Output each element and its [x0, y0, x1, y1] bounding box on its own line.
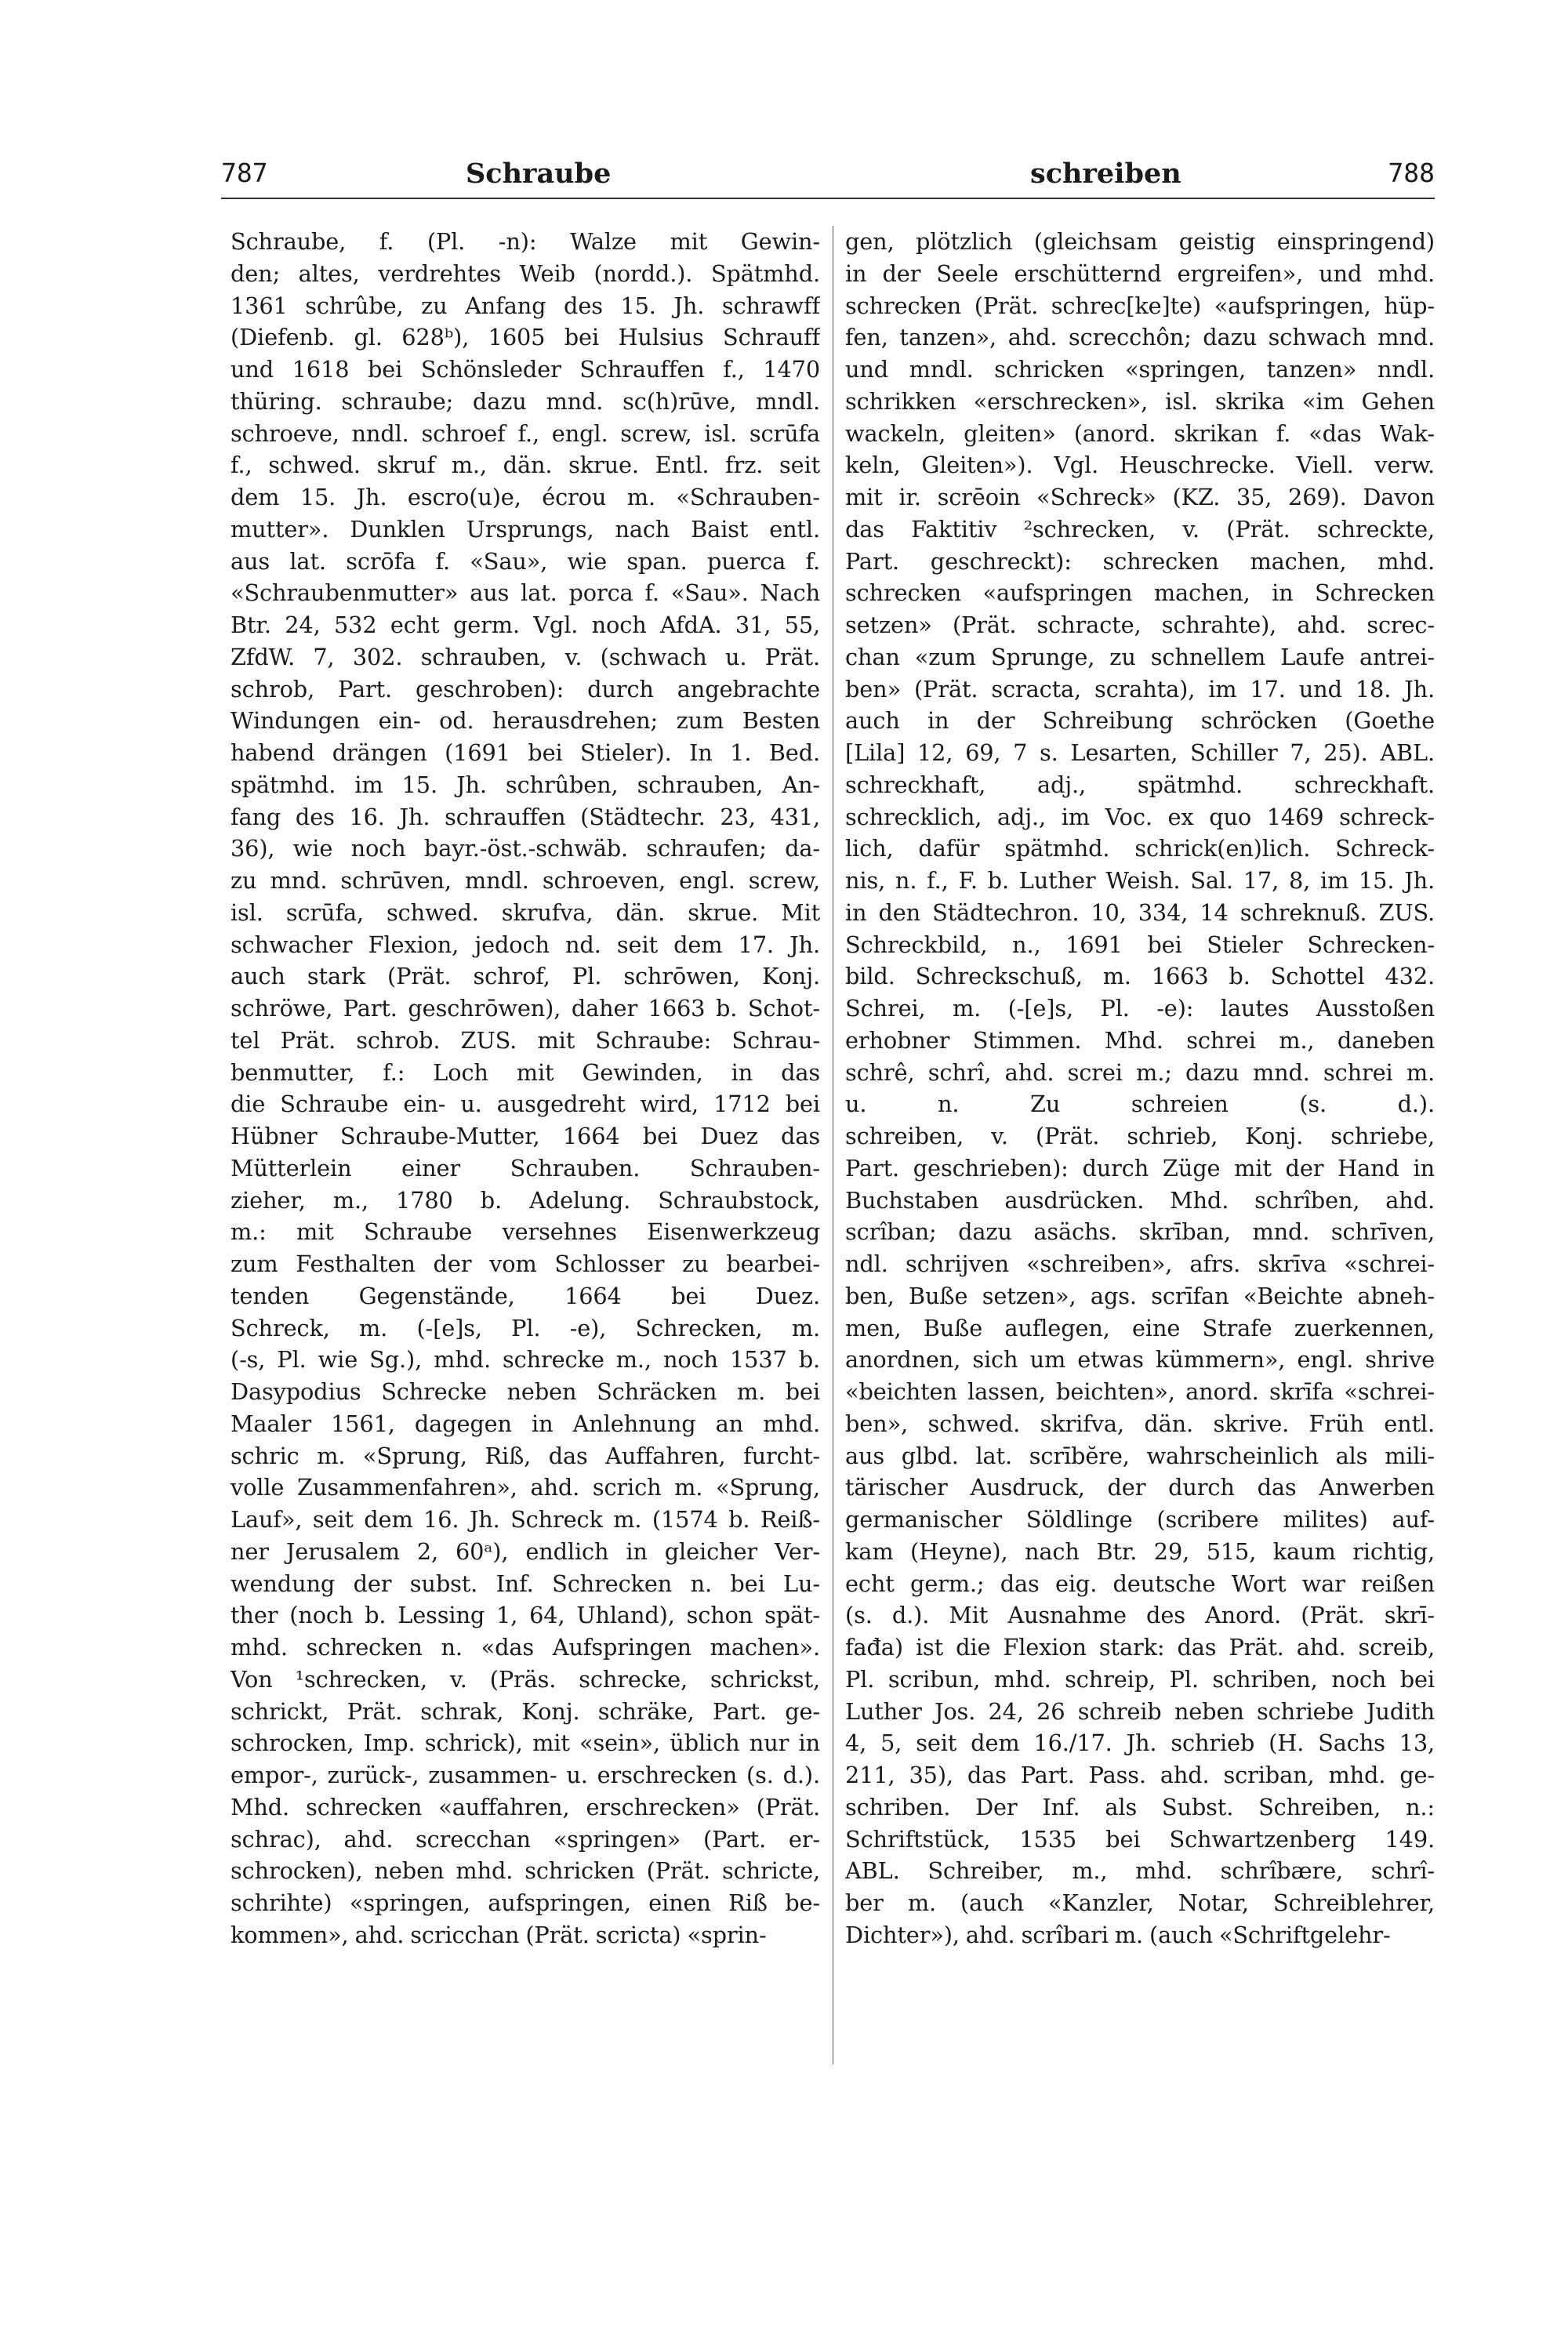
- text-line: schröwe, Part. geschrōwen), daher 1663 b. Schot-: [230, 995, 820, 1022]
- text-line: schrecken (Prät. schrec[ke]te) «aufspringen, hüp-: [845, 292, 1435, 319]
- text-line: «Schraubenmutter» aus lat. porca f. «Sau». Nach: [230, 579, 820, 607]
- text-line: auch stark (Prät. schrof, Pl. schrōwen, Konj.: [230, 963, 820, 990]
- text-line: Part. geschreckt): schrecken machen, mhd.: [845, 547, 1435, 575]
- text-line: mit ir. scrēoin «Schreck» (KZ. 35, 269). Davon: [845, 484, 1435, 510]
- running-head: [221, 155, 1435, 199]
- text-line: setzen» (Prät. schracte, schrahte), ahd. screc-: [845, 612, 1435, 638]
- text-line: chan «zum Sprunge, zu schnellem Laufe antrei-: [845, 643, 1435, 670]
- text-line: f., schwed. skruf m., dän. skrue. Entl. frz. seit: [230, 452, 820, 479]
- text-line: Pl. scribun, mhd. schreip, Pl. schriben, noch bei: [845, 1665, 1435, 1693]
- text-line: zu mnd. schrūven, mndl. schroeven, engl. screw,: [230, 867, 820, 894]
- text-line: 4, 5, seit dem 16./17. Jh. schrieb (H. Sachs 13,: [845, 1730, 1435, 1757]
- text-line: Windungen ein- od. herausdrehen; zum Besten: [230, 707, 820, 735]
- text-line: Luther Jos. 24, 26 schreib neben schriebe Judith: [845, 1697, 1435, 1725]
- text-line: Btr. 24, 532 echt germ. Vgl. noch AfdA. 31, 55,: [230, 612, 820, 638]
- text-line: 211, 35), das Part. Pass. ahd. scriban, mhd. ge-: [845, 1762, 1435, 1788]
- text-line: u. n. Zu schreien (s. d.).: [845, 1091, 1435, 1118]
- running-head-word-left: Schraube: [466, 158, 612, 190]
- text-line: den; altes, verdrehtes Weib (nordd.). Spätmhd.: [230, 260, 820, 287]
- text-line: fađa) ist die Flexion stark: das Prät. ahd. screib,: [845, 1634, 1435, 1661]
- text-line: schreckhaft, adj., spätmhd. schreckhaft.: [845, 771, 1435, 798]
- text-line: bild. Schreckschuß, m. 1663 b. Schottel 432.: [845, 963, 1435, 990]
- text-line: Mütterlein einer Schrauben. Schrauben-: [230, 1154, 820, 1181]
- text-line: Schrei, m. (-[e]s, Pl. -e): lautes Ausstoßen: [845, 995, 1435, 1022]
- text-line: wendung der subst. Inf. Schrecken n. bei Lu-: [230, 1570, 820, 1597]
- text-line: Part. geschrieben): durch Züge mit der Hand in: [845, 1154, 1435, 1181]
- text-line: schrecken «aufspringen machen, in Schrecken: [845, 579, 1435, 607]
- text-line: tel Prät. schrob. ZUS. mit Schraube: Schrau-: [230, 1026, 820, 1054]
- text-line: schrocken), neben mhd. schricken (Prät. schricte,: [230, 1857, 820, 1885]
- text-line: tärischer Ausdruck, der durch das Anwerben: [845, 1474, 1435, 1501]
- text-line: Schriftstück, 1535 bei Schwartzenberg 149.: [845, 1825, 1435, 1853]
- text-line: isl. scrūfa, schwed. skrufva, dän. skrue. Mit: [230, 898, 820, 926]
- text-line: Dasypodius Schrecke neben Schräcken m. bei: [230, 1378, 820, 1405]
- text-line: echt germ.; das eig. deutsche Wort war reißen: [845, 1570, 1435, 1597]
- text-line: Maaler 1561, dagegen in Anlehnung an mhd.: [230, 1410, 820, 1437]
- text-line: Schreck, m. (-[e]s, Pl. -e), Schrecken, m.: [230, 1314, 820, 1341]
- text-line: aus glbd. lat. scrībĕre, wahrscheinlich als mili-: [845, 1442, 1435, 1469]
- text-line: scrîban; dazu asächs. skrīban, mnd. schrīven,: [845, 1218, 1435, 1246]
- text-line: ben», schwed. skrifva, dän. skrive. Früh entl.: [845, 1410, 1435, 1437]
- text-line: 36), wie noch bayr.-öst.-schwäb. schraufen; da-: [230, 835, 820, 862]
- text-line: tenden Gegenstände, 1664 bei Duez.: [230, 1282, 820, 1309]
- text-line: Mhd. schrecken «auffahren, erschrecken» (Prät.: [230, 1793, 820, 1820]
- text-line: auch in der Schreibung schröcken (Goethe: [845, 707, 1435, 735]
- text-line: m.: mit Schraube versehnes Eisenwerkzeug: [230, 1218, 820, 1246]
- text-line: Hübner Schraube-Mutter, 1664 bei Duez das: [230, 1123, 820, 1149]
- text-line: schrocken, Imp. schrick), mit «sein», üblich nur in: [230, 1730, 820, 1757]
- text-line: die Schraube ein- u. ausgedreht wird, 1712 bei: [230, 1091, 820, 1118]
- text-line: 1361 schrûbe, zu Anfang des 15. Jh. schrawff: [230, 292, 820, 319]
- text-line: (Diefenb. gl. 628ᵇ), 1605 bei Hulsius Schrauff: [230, 324, 820, 351]
- right-column: [845, 226, 1435, 1951]
- text-line: schriben. Der Inf. als Subst. Schreiben, n.:: [845, 1793, 1435, 1820]
- text-line: kam (Heyne), nach Btr. 29, 515, kaum richtig,: [845, 1537, 1435, 1565]
- text-line: men, Buße auflegen, eine Strafe zuerkennen,: [845, 1314, 1435, 1341]
- text-line: ner Jerusalem 2, 60ᵃ), endlich in gleicher Ver-: [230, 1537, 820, 1565]
- text-line: aus lat. scrōfa f. «Sau», wie span. puerca f.: [230, 547, 820, 575]
- text-line: zum Festhalten der vom Schlosser zu bearbei-: [230, 1250, 820, 1277]
- text-line: «beichten lassen, beichten», anord. skrīfa «schrei-: [845, 1378, 1435, 1405]
- text-line: anordnen, sich um etwas kümmern», engl. shrive: [845, 1346, 1435, 1374]
- text-line: [Lila] 12, 69, 7 s. Lesarten, Schiller 7, 25). ABL.: [845, 739, 1435, 766]
- text-line: zieher, m., 1780 b. Adelung. Schraubstock,: [230, 1186, 820, 1214]
- text-line: germanischer Söldlinge (scribere milites) auf-: [845, 1506, 1435, 1533]
- text-line: kommen», ahd. scricchan (Prät. scricta) «sprin-: [230, 1921, 767, 1948]
- text-line: (-s, Pl. wie Sg.), mhd. schrecke m., noch 1537 b.: [230, 1346, 820, 1374]
- text-line: keln, Gleiten»). Vgl. Heuschrecke. Viell. verw.: [845, 452, 1435, 479]
- text-line: schrob, Part. geschroben): durch angebrachte: [230, 675, 820, 702]
- text-line: ber m. (auch «Kanzler, Notar, Schreiblehrer,: [845, 1889, 1435, 1916]
- text-line: schrikken «erschrecken», isl. skrika «im Gehen: [845, 387, 1435, 415]
- text-line: habend drängen (1691 bei Stieler). In 1. Bed.: [230, 739, 820, 766]
- text-line: mhd. schrecken n. «das Aufspringen machen».: [230, 1634, 820, 1661]
- text-line: in den Städtechron. 10, 334, 14 schreknuß. ZUS.: [845, 898, 1435, 926]
- text-line: dem 15. Jh. escro(u)e, écrou m. «Schrauben-: [230, 484, 820, 510]
- text-line: schrecklich, adj., im Voc. ex quo 1469 schreck-: [845, 803, 1435, 830]
- text-line: lich, dafür spätmhd. schrick(en)lich. Schreck-: [845, 835, 1435, 862]
- text-line: Schraube, f. (Pl. -n): Walze mit Gewin-: [230, 228, 820, 255]
- page-number-right: 788: [1388, 158, 1435, 188]
- text-line: fang des 16. Jh. schrauffen (Städtechr. 23, 431,: [230, 803, 820, 830]
- text-line: Dichter»), ahd. scrîbari m. (auch «Schriftgelehr-: [845, 1921, 1391, 1948]
- text-line: ben» (Prät. scracta, scrahta), im 17. und 18. Jh.: [845, 675, 1435, 702]
- text-line: (s. d.). Mit Ausnahme des Anord. (Prät. skrī-: [845, 1602, 1435, 1629]
- text-line: Schreckbild, n., 1691 bei Stieler Schrecken-: [845, 931, 1435, 958]
- text-line: ther (noch b. Lessing 1, 64, Uhland), schon spät-: [230, 1602, 820, 1629]
- header-rule: [221, 198, 1435, 199]
- text-line: Lauf», seit dem 16. Jh. Schreck m. (1574 b. Reiß-: [230, 1506, 820, 1533]
- text-line: schrickt, Prät. schrak, Konj. schräke, Part. ge-: [230, 1697, 820, 1725]
- page-number-left: 787: [221, 158, 268, 188]
- text-line: ABL. Schreiber, m., mhd. schrîbære, schrî-: [845, 1857, 1435, 1885]
- text-line: das Faktitiv ²schrecken, v. (Prät. schreckte,: [845, 515, 1435, 543]
- text-line: spätmhd. im 15. Jh. schrûben, schrauben, An-: [230, 771, 820, 798]
- text-line: schroeve, nndl. schroef f., engl. screw, isl. scrūfa: [230, 419, 820, 447]
- text-line: benmutter, f.: Loch mit Gewinden, in das: [230, 1058, 820, 1086]
- text-line: schrihte) «springen, aufspringen, einen Riß be-: [230, 1889, 820, 1916]
- text-line: schrê, schrî, ahd. screi m.; dazu mnd. schrei m.: [845, 1058, 1435, 1086]
- text-line: erhobner Stimmen. Mhd. schrei m., daneben: [845, 1026, 1435, 1054]
- text-line: schrac), ahd. screcchan «springen» (Part. er-: [230, 1825, 820, 1853]
- text-line: mutter». Dunklen Ursprungs, nach Baist entl.: [230, 515, 820, 543]
- running-head-word-right: schreiben: [1030, 158, 1181, 190]
- text-line: Von ¹schrecken, v. (Präs. schrecke, schrickst,: [230, 1665, 820, 1693]
- text-line: Buchstaben ausdrücken. Mhd. schrîben, ahd.: [845, 1186, 1435, 1214]
- text-line: volle Zusammenfahren», ahd. scrich m. «Sprung,: [230, 1474, 820, 1501]
- text-line: fen, tanzen», ahd. screcchôn; dazu schwach mnd.: [845, 324, 1435, 351]
- text-line: in der Seele erschütternd ergreifen», und mhd.: [845, 260, 1435, 287]
- left-column: [230, 226, 820, 1951]
- text-line: schreiben, v. (Prät. schrieb, Konj. schriebe,: [845, 1123, 1435, 1149]
- text-line: thüring. schraube; dazu mnd. sc(h)rūve, mndl.: [230, 387, 820, 415]
- text-line: empor-, zurück-, zusammen- u. erschrecken (s. d.).: [230, 1762, 820, 1788]
- text-line: ndl. schrijven «schreiben», afrs. skrīva «schrei-: [845, 1250, 1435, 1277]
- text-line: gen, plötzlich (gleichsam geistig einspringend): [845, 228, 1435, 255]
- text-line: wackeln, gleiten» (anord. skrikan f. «das Wak-: [845, 419, 1435, 447]
- text-line: und 1618 bei Schönsleder Schrauffen f., 1470: [230, 356, 820, 383]
- text-line: und mndl. schricken «springen, tanzen» nndl.: [845, 356, 1435, 383]
- text-line: nis, n. f., F. b. Luther Weish. Sal. 17, 8, im 15. Jh.: [845, 867, 1435, 894]
- text-line: schric m. «Sprung, Riß, das Auffahren, furcht-: [230, 1442, 820, 1469]
- text-line: ben, Buße setzen», ags. scrīfan «Beichte abneh-: [845, 1282, 1435, 1309]
- text-line: schwacher Flexion, jedoch nd. seit dem 17. Jh.: [230, 931, 820, 958]
- text-line: ZfdW. 7, 302. schrauben, v. (schwach u. Prät.: [230, 643, 820, 670]
